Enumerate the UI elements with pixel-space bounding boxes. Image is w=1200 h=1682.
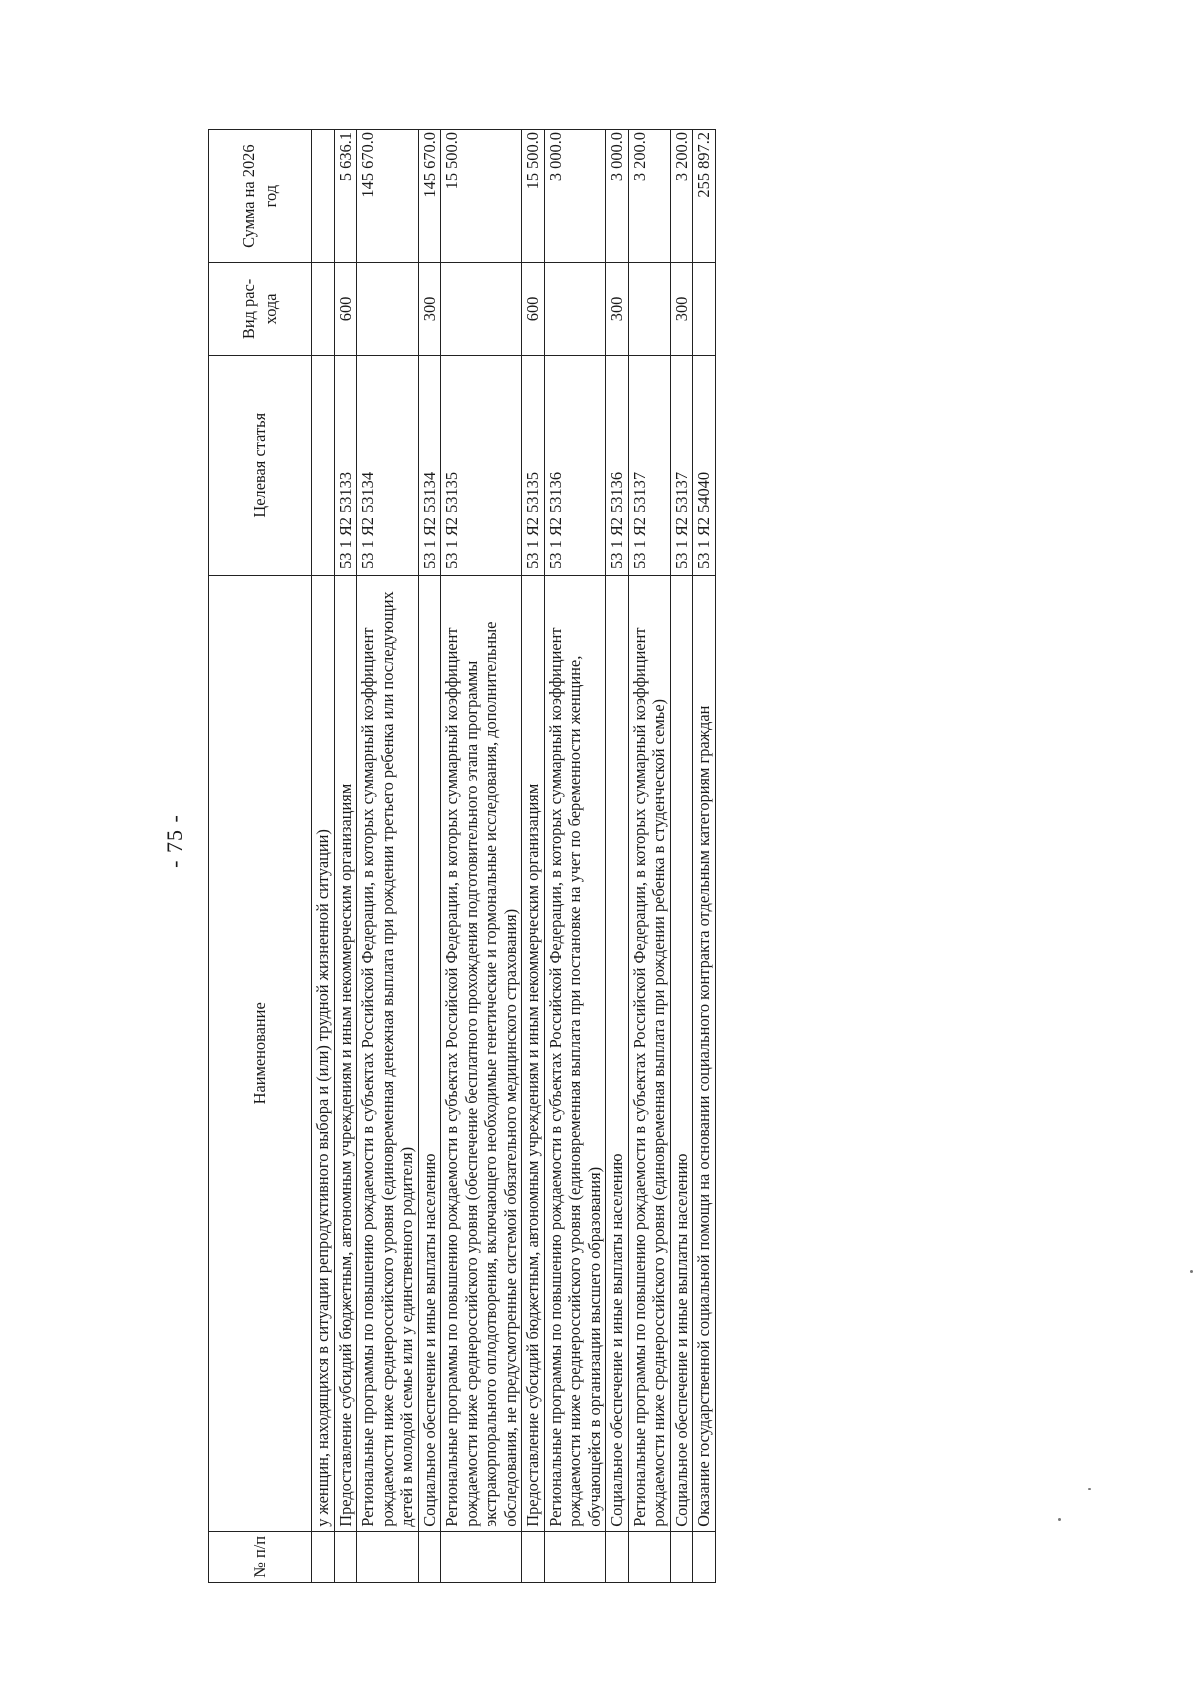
row-expense-type bbox=[441, 263, 522, 355]
row-sum bbox=[312, 130, 335, 263]
row-num bbox=[670, 1531, 693, 1582]
row-name: Социальное обеспечение и иные выплаты населению bbox=[670, 575, 693, 1531]
header-num: № п/п bbox=[209, 1531, 312, 1582]
row-num bbox=[606, 1531, 629, 1582]
table-row bbox=[312, 130, 335, 1583]
table-header-row bbox=[209, 130, 312, 1583]
row-num bbox=[441, 1531, 522, 1582]
row-sum: 3 200.0 bbox=[670, 130, 693, 263]
row-num bbox=[544, 1531, 606, 1582]
row-code: 53 1 Я2 53135 bbox=[441, 355, 522, 575]
row-expense-type: 300 bbox=[670, 263, 693, 355]
row-sum: 145 670.0 bbox=[418, 130, 441, 263]
row-code: 53 1 Я2 53134 bbox=[357, 355, 419, 575]
row-name: Региональные программы по повышению рождаемости в субъектах Российской Федерации, в которых суммарный коэффициент рождаемости ниже среднероссийского уровня (единовременная выплата при постановке на учет по беременности женщине, обучающейся в организации высшего образования) bbox=[544, 575, 606, 1531]
header-code: Целевая статья bbox=[209, 355, 312, 575]
row-expense-type bbox=[628, 263, 670, 355]
page-number: - 75 - bbox=[162, 814, 187, 868]
row-name: Региональные программы по повышению рождаемости в субъектах Российской Федерации, в которых суммарный коэффициент рождаемости ниже среднероссийского уровня (единовременная выплата при рождении ребенка в студенческой семье) bbox=[628, 575, 670, 1531]
row-code: 53 1 Я2 53133 bbox=[334, 355, 357, 575]
header-sum: Сумма на 2026 год bbox=[209, 130, 312, 263]
row-name: Социальное обеспечение и иные выплаты населению bbox=[606, 575, 629, 1531]
row-code: 53 1 Я2 53135 bbox=[522, 355, 545, 575]
row-sum: 145 670.0 bbox=[357, 130, 419, 263]
row-expense-type: 600 bbox=[334, 263, 357, 355]
row-name: Региональные программы по повышению рождаемости в субъектах Российской Федерации, в которых суммарный коэффициент рождаемости ниже среднероссийского уровня (единовременная денежная выплата при рождении третьего ребенка или последующих детей в молодой семье или у единственного родителя) bbox=[357, 575, 419, 1531]
row-sum: 3 000.0 bbox=[544, 130, 606, 263]
row-expense-type: 300 bbox=[606, 263, 629, 355]
row-name: Региональные программы по повышению рождаемости в субъектах Российской Федерации, в которых суммарный коэффициент рождаемости ниже среднероссийского уровня (обеспечение бесплатного прохождения подготовительного этапа программы экстракорпорального оплодотворения, включающего необходимые генетические и гормональные исследования, дополнительные обследования, не предусмотренные системой обязательного медицинского страхования) bbox=[441, 575, 522, 1531]
header-type: Вид рас-хода bbox=[209, 263, 312, 355]
row-name: у женщин, находящихся в ситуации репродуктивного выбора и (или) трудной жизненной ситуации) bbox=[312, 575, 335, 1531]
scan-speck bbox=[1190, 1270, 1193, 1273]
row-num bbox=[418, 1531, 441, 1582]
table-row bbox=[544, 130, 606, 1583]
row-expense-type: 300 bbox=[418, 263, 441, 355]
row-code: 53 1 Я2 53137 bbox=[628, 355, 670, 575]
row-sum: 5 636.1 bbox=[334, 130, 357, 263]
table-row bbox=[606, 130, 629, 1583]
row-num bbox=[522, 1531, 545, 1582]
row-expense-type bbox=[544, 263, 606, 355]
table-row bbox=[522, 130, 545, 1583]
table-row bbox=[334, 130, 357, 1583]
row-name: Предоставление субсидий бюджетным, автономным учреждениям и иным некоммерческим организациям bbox=[522, 575, 545, 1531]
row-code: 53 1 Я2 53137 bbox=[670, 355, 693, 575]
row-expense-type bbox=[357, 263, 419, 355]
row-code: 53 1 Я2 53136 bbox=[544, 355, 606, 575]
row-code: 53 1 Я2 53136 bbox=[606, 355, 629, 575]
row-expense-type bbox=[312, 263, 335, 355]
header-name: Наименование bbox=[209, 575, 312, 1531]
row-num bbox=[357, 1531, 419, 1582]
table-row bbox=[441, 130, 522, 1583]
row-num bbox=[628, 1531, 670, 1582]
row-expense-type bbox=[693, 263, 716, 355]
row-num bbox=[334, 1531, 357, 1582]
row-expense-type: 600 bbox=[522, 263, 545, 355]
row-name: Предоставление субсидий бюджетным, автономным учреждениям и иным некоммерческим организациям bbox=[334, 575, 357, 1531]
budget-table bbox=[208, 129, 716, 1583]
row-sum: 255 897.2 bbox=[693, 130, 716, 263]
row-sum: 3 200.0 bbox=[628, 130, 670, 263]
table-row bbox=[693, 130, 716, 1583]
row-name: Социальное обеспечение и иные выплаты населению bbox=[418, 575, 441, 1531]
scan-speck bbox=[1058, 1518, 1061, 1521]
row-code: 53 1 Я2 54040 bbox=[693, 355, 716, 575]
row-code: 53 1 Я2 53134 bbox=[418, 355, 441, 575]
rotated-document bbox=[150, 71, 1050, 1611]
row-num bbox=[312, 1531, 335, 1582]
scan-speck bbox=[1088, 1488, 1091, 1490]
row-sum: 15 500.0 bbox=[522, 130, 545, 263]
row-sum: 3 000.0 bbox=[606, 130, 629, 263]
row-sum: 15 500.0 bbox=[441, 130, 522, 263]
row-num bbox=[693, 1531, 716, 1582]
table-row bbox=[628, 130, 670, 1583]
table-row bbox=[670, 130, 693, 1583]
row-code bbox=[312, 355, 335, 575]
table-row bbox=[357, 130, 419, 1583]
table-row bbox=[418, 130, 441, 1583]
row-name: Оказание государственной социальной помощи на основании социального контракта отдельным категориям граждан bbox=[693, 575, 716, 1531]
